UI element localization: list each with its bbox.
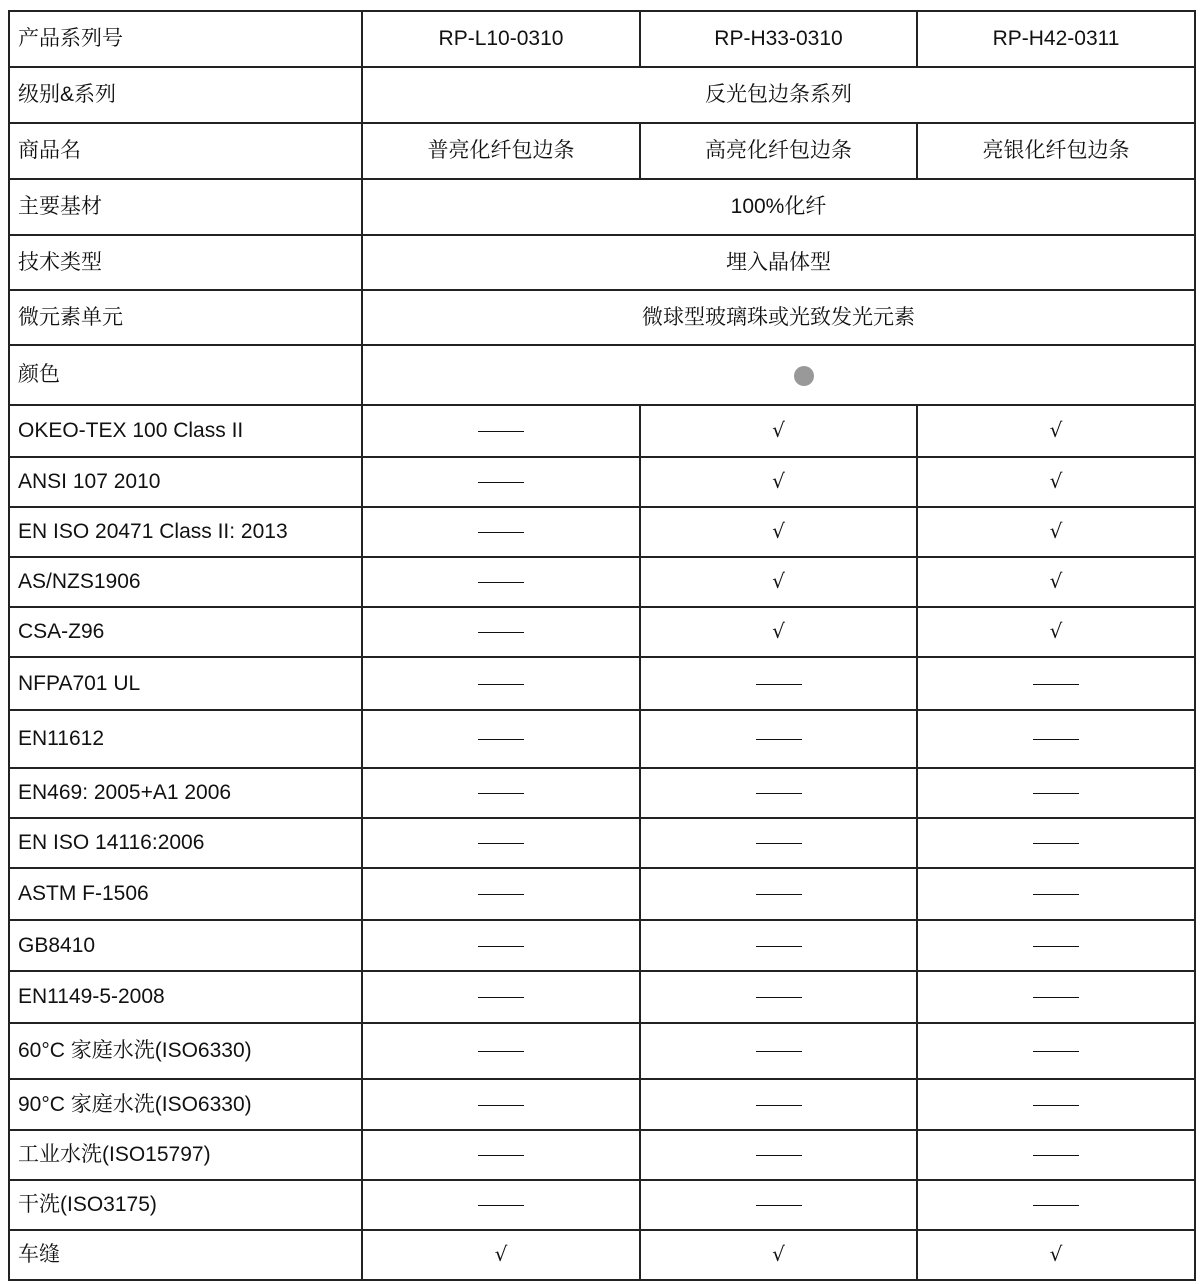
tech-type-label: 技术类型	[9, 235, 362, 290]
row-base-material	[9, 179, 1195, 235]
check-mark-icon	[362, 1230, 640, 1280]
not-applicable-dash	[917, 818, 1195, 868]
check-mark-icon	[640, 557, 917, 607]
standard-row	[9, 920, 1195, 971]
not-applicable-dash	[362, 1079, 640, 1130]
standard-label: 工业水洗(ISO15797)	[9, 1130, 362, 1180]
not-applicable-dash	[362, 557, 640, 607]
standard-label: EN11612	[9, 710, 362, 768]
not-applicable-dash	[917, 1079, 1195, 1130]
product-name-label: 商品名	[9, 123, 362, 179]
standard-row	[9, 507, 1195, 557]
check-mark-icon	[917, 507, 1195, 557]
dash-icon	[478, 793, 524, 794]
row-model-number	[9, 11, 1195, 67]
standard-row	[9, 557, 1195, 607]
not-applicable-dash	[640, 1079, 917, 1130]
not-applicable-dash	[362, 768, 640, 818]
standard-label: EN469: 2005+A1 2006	[9, 768, 362, 818]
dash-icon	[478, 431, 524, 432]
standard-row	[9, 868, 1195, 920]
row-product-name	[9, 123, 1195, 179]
standard-label: 90°C 家庭水洗(ISO6330)	[9, 1079, 362, 1130]
standard-row	[9, 657, 1195, 710]
standard-label: 车缝	[9, 1230, 362, 1280]
not-applicable-dash	[640, 868, 917, 920]
dash-icon	[756, 1051, 802, 1052]
not-applicable-dash	[917, 1130, 1195, 1180]
dash-icon	[756, 1155, 802, 1156]
dash-icon	[756, 946, 802, 947]
standard-label: AS/NZS1906	[9, 557, 362, 607]
check-mark-symbol: √	[772, 519, 785, 544]
dash-icon	[756, 684, 802, 685]
dash-icon	[756, 997, 802, 998]
not-applicable-dash	[917, 768, 1195, 818]
grade-value: 反光包边条系列	[362, 67, 1195, 123]
not-applicable-dash	[362, 507, 640, 557]
not-applicable-dash	[362, 607, 640, 657]
dash-icon	[478, 894, 524, 895]
dash-icon	[478, 684, 524, 685]
dash-icon	[478, 1105, 524, 1106]
check-mark-icon	[640, 457, 917, 507]
check-mark-symbol: √	[1049, 1242, 1063, 1267]
color-swatch-icon	[794, 366, 814, 386]
not-applicable-dash	[362, 457, 640, 507]
standard-row	[9, 1180, 1195, 1230]
dash-icon	[1033, 1105, 1079, 1106]
dash-icon	[478, 632, 524, 633]
check-mark-icon	[640, 507, 917, 557]
not-applicable-dash	[640, 710, 917, 768]
model-1: RP-L10-0310	[362, 11, 640, 67]
dash-icon	[756, 793, 802, 794]
not-applicable-dash	[640, 1130, 917, 1180]
not-applicable-dash	[640, 768, 917, 818]
dash-icon	[1033, 946, 1079, 947]
check-mark-icon	[917, 607, 1195, 657]
standard-label: GB8410	[9, 920, 362, 971]
not-applicable-dash	[917, 868, 1195, 920]
not-applicable-dash	[917, 920, 1195, 971]
check-mark-icon	[640, 405, 917, 457]
check-mark-symbol: √	[1049, 569, 1063, 594]
dash-icon	[756, 1105, 802, 1106]
dash-icon	[756, 894, 802, 895]
standard-row	[9, 1230, 1195, 1280]
spec-table	[8, 10, 1196, 1281]
standard-row	[9, 971, 1195, 1023]
color-label: 颜色	[9, 345, 362, 405]
dash-icon	[1033, 684, 1079, 685]
check-mark-icon	[917, 405, 1195, 457]
dash-icon	[478, 532, 524, 533]
not-applicable-dash	[640, 920, 917, 971]
check-mark-icon	[917, 557, 1195, 607]
check-mark-symbol: √	[1049, 469, 1063, 494]
model-2: RP-H33-0310	[640, 11, 917, 67]
dash-icon	[478, 997, 524, 998]
check-mark-symbol: √	[1049, 619, 1063, 644]
check-mark-symbol: √	[772, 418, 785, 443]
not-applicable-dash	[362, 868, 640, 920]
standard-label: EN1149-5-2008	[9, 971, 362, 1023]
dash-icon	[1033, 997, 1079, 998]
dash-icon	[756, 1205, 802, 1206]
row-micro-element	[9, 290, 1195, 345]
tech-type-value: 埋入晶体型	[362, 235, 1195, 290]
model-number-label: 产品系列号	[9, 11, 362, 67]
standard-row	[9, 1130, 1195, 1180]
check-mark-symbol: √	[772, 569, 785, 594]
dash-icon	[756, 739, 802, 740]
not-applicable-dash	[362, 1130, 640, 1180]
check-mark-symbol: √	[1049, 418, 1063, 443]
standard-row	[9, 405, 1195, 457]
standard-label: OKEO-TEX 100 Class II	[9, 405, 362, 457]
grade-label: 级别&系列	[9, 67, 362, 123]
standard-row	[9, 1079, 1195, 1130]
dash-icon	[1033, 1205, 1079, 1206]
row-color	[9, 345, 1195, 405]
base-material-label: 主要基材	[9, 179, 362, 235]
standard-row	[9, 1023, 1195, 1079]
dash-icon	[756, 843, 802, 844]
check-mark-symbol: √	[494, 1242, 508, 1267]
micro-element-value: 微球型玻璃珠或光致发光元素	[362, 290, 1195, 345]
not-applicable-dash	[640, 818, 917, 868]
standard-label: 干洗(ISO3175)	[9, 1180, 362, 1230]
spec-table-body	[9, 11, 1195, 1280]
check-mark-icon	[917, 1230, 1195, 1280]
not-applicable-dash	[362, 818, 640, 868]
not-applicable-dash	[917, 971, 1195, 1023]
product-name-2: 高亮化纤包边条	[640, 123, 917, 179]
standard-row	[9, 710, 1195, 768]
dash-icon	[478, 482, 524, 483]
standard-row	[9, 818, 1195, 868]
dash-icon	[478, 582, 524, 583]
dash-icon	[1033, 739, 1079, 740]
not-applicable-dash	[917, 710, 1195, 768]
standard-label: CSA-Z96	[9, 607, 362, 657]
check-mark-icon	[640, 1230, 917, 1280]
dash-icon	[1033, 843, 1079, 844]
standard-row	[9, 607, 1195, 657]
color-value	[362, 345, 1195, 405]
standard-row	[9, 457, 1195, 507]
standard-label: EN ISO 20471 Class II: 2013	[9, 507, 362, 557]
dash-icon	[1033, 1155, 1079, 1156]
check-mark-icon	[917, 457, 1195, 507]
standard-label: 60°C 家庭水洗(ISO6330)	[9, 1023, 362, 1079]
product-name-1: 普亮化纤包边条	[362, 123, 640, 179]
dash-icon	[478, 843, 524, 844]
product-name-3: 亮银化纤包边条	[917, 123, 1195, 179]
base-material-value: 100%化纤	[362, 179, 1195, 235]
check-mark-symbol: √	[772, 469, 785, 494]
standard-label: ASTM F-1506	[9, 868, 362, 920]
not-applicable-dash	[362, 710, 640, 768]
dash-icon	[1033, 894, 1079, 895]
not-applicable-dash	[917, 657, 1195, 710]
standard-row	[9, 768, 1195, 818]
standard-label: ANSI 107 2010	[9, 457, 362, 507]
check-mark-symbol: √	[772, 619, 785, 644]
not-applicable-dash	[362, 405, 640, 457]
row-tech-type	[9, 235, 1195, 290]
check-mark-symbol: √	[1049, 519, 1063, 544]
dash-icon	[478, 739, 524, 740]
dash-icon	[478, 946, 524, 947]
not-applicable-dash	[362, 920, 640, 971]
not-applicable-dash	[362, 1023, 640, 1079]
standard-label: EN ISO 14116:2006	[9, 818, 362, 868]
not-applicable-dash	[362, 1180, 640, 1230]
row-grade	[9, 67, 1195, 123]
check-mark-symbol: √	[772, 1242, 785, 1267]
dash-icon	[1033, 793, 1079, 794]
not-applicable-dash	[362, 657, 640, 710]
dash-icon	[478, 1155, 524, 1156]
not-applicable-dash	[917, 1180, 1195, 1230]
model-3: RP-H42-0311	[917, 11, 1195, 67]
not-applicable-dash	[917, 1023, 1195, 1079]
not-applicable-dash	[362, 971, 640, 1023]
not-applicable-dash	[640, 657, 917, 710]
not-applicable-dash	[640, 1180, 917, 1230]
not-applicable-dash	[640, 1023, 917, 1079]
standard-label: NFPA701 UL	[9, 657, 362, 710]
dash-icon	[1033, 1051, 1079, 1052]
check-mark-icon	[640, 607, 917, 657]
dash-icon	[478, 1205, 524, 1206]
not-applicable-dash	[640, 971, 917, 1023]
micro-element-label: 微元素单元	[9, 290, 362, 345]
dash-icon	[478, 1051, 524, 1052]
